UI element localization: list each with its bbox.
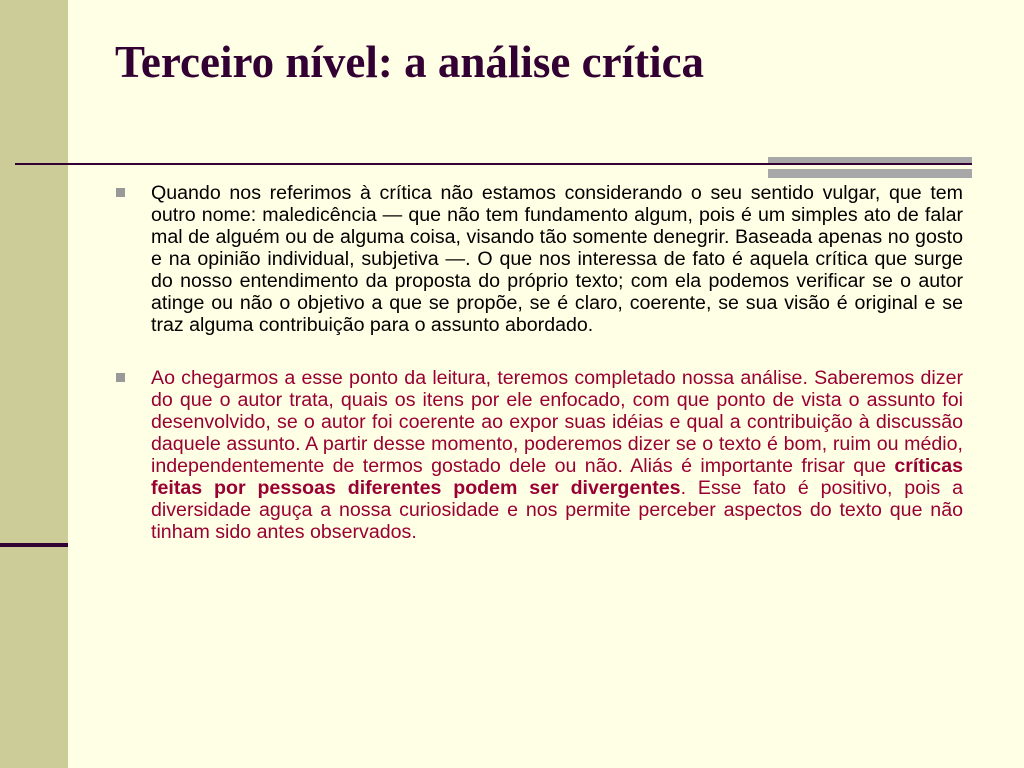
bullet-item-2 xyxy=(151,367,963,543)
square-bullet-icon xyxy=(116,373,125,382)
side-band xyxy=(0,0,68,768)
bullet-item-2-text-start: Ao chegarmos a esse ponto da leitura, teremos completado nossa análise. Saberemos dizer do que o autor trata, quais os itens por ele enfocado, com que ponto de vista o assunto foi desenvolvido, se o autor foi coerente ao expor suas idéias e qual a contribuição à discussão daquele assunto. A partir desse momento, poderemos dizer se o texto é bom, ruim ou médio, independentemente de termos gostado dele ou não. Aliás é importante frisar que xyxy=(151,367,963,477)
title-underline-rule xyxy=(15,163,972,165)
bullet-item-1-text: Quando nos referimos à crítica não estamos considerando o seu sentido vulgar, que tem outro nome: maledicência — que não tem fundamento algum, pois é um simples ato de falar mal de alguém ou de alguma coisa, visando tão somente denegrir. Baseada apenas no gosto e na opinião individual, subjetiva —. O que nos interessa de fato é aquela crítica que surge do nosso entendimento da proposta do próprio texto; com ela podemos verificar se o autor atinge ou não o objetivo a que se propõe, se é claro, coerente, se sua visão é original e se traz alguma contribuição para o assunto abordado. xyxy=(151,182,963,336)
slide-title: Terceiro nível: a análise crítica xyxy=(115,37,705,87)
bullet-list xyxy=(151,182,963,543)
bullet-item-1 xyxy=(151,182,963,336)
bullet-item-2-bold-text: críticas feitas por pessoas diferentes podem ser divergentes xyxy=(151,455,963,499)
square-bullet-icon xyxy=(116,188,125,197)
side-band-rule xyxy=(0,543,68,547)
bullet-item-2-text-end: . Esse fato é positivo, pois a diversidade aguça a nossa curiosidade e nos permite perceber aspectos do texto que não tinham sido antes observados. xyxy=(151,477,964,543)
accent-stripe-bottom xyxy=(768,169,972,178)
